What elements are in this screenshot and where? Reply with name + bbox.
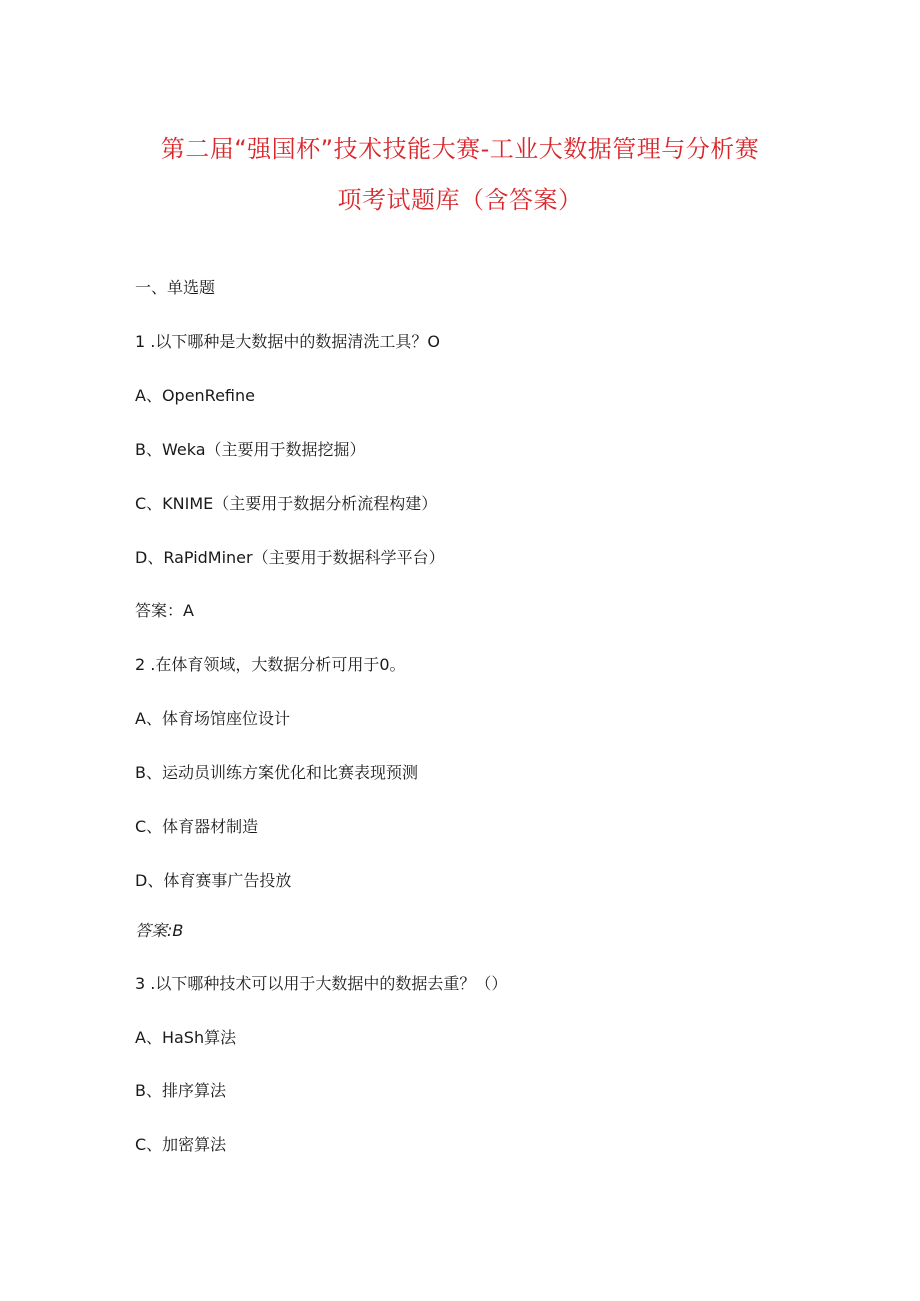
question-2-option-d: D、体育赛事广告投放 [135,871,292,890]
question-3-option-b: B、排序算法 [135,1081,226,1100]
question-3-stem: 3 .以下哪种技术可以用于大数据中的数据去重？（） [135,974,508,993]
question-2-option-c: C、体育器材制造 [135,817,259,836]
document-title-line-1: 第二届“强国杯”技术技能大赛-工业大数据管理与分析赛 [160,135,760,163]
question-1-option-a: A、OpenRefine [135,386,255,405]
question-2-option-a: A、体育场馆座位设计 [135,709,290,728]
question-1-stem: 1 .以下哪种是大数据中的数据清洗工具？O [135,332,440,351]
question-3-option-a: A、HaSh算法 [135,1028,237,1047]
question-1-option-c: C、KNIME（主要用于数据分析流程构建） [135,494,438,513]
question-2-option-b: B、运动员训练方案优化和比赛表现预测 [135,763,418,782]
question-2-answer: 答案:B [135,921,184,940]
question-1-option-d: D、RaPidMiner（主要用于数据科学平台） [135,548,445,567]
document-title-line-2: 项考试题库（含答案） [337,186,583,214]
question-2-stem: 2 .在体育领域，大数据分析可用于0。 [135,655,406,674]
question-1-option-b: B、Weka（主要用于数据挖掘） [135,440,366,459]
section-heading: 一、单选题 [135,278,216,297]
question-1-answer: 答案：A [135,601,194,620]
question-3-option-c: C、加密算法 [135,1135,227,1154]
